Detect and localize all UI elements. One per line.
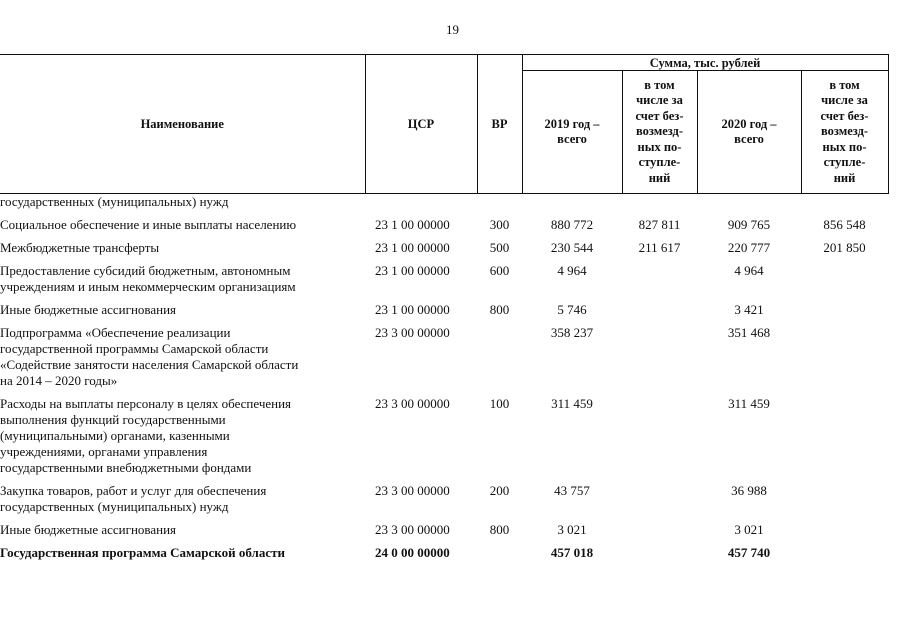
row-2020-free — [801, 480, 888, 519]
row-2019-total: 43 757 — [554, 483, 590, 498]
table-row — [0, 260, 888, 299]
row-2020-total: 311 459 — [728, 396, 770, 411]
row-2019-free — [622, 393, 697, 480]
row-2020-total: 3 421 — [734, 302, 764, 317]
row-csr — [365, 194, 477, 215]
row-2019-total: 358 237 — [550, 325, 594, 340]
row-name: Социальное обеспечение и иные выплаты населению — [0, 217, 297, 232]
row-2019-total — [522, 194, 622, 215]
row-2020-free — [801, 322, 888, 393]
row-2020-total: 909 765 — [727, 217, 771, 232]
row-2020-free — [801, 542, 888, 565]
table-header — [0, 55, 888, 194]
row-name: Расходы на выплаты персоналу в целях обеспечения выполнения функций государственными (муниципальными) органами, казенными учреждениями, органами управления государственными внебюджетными фондами — [0, 396, 292, 475]
row-vr: 100 — [489, 396, 510, 411]
row-2020-free — [801, 299, 888, 322]
row-vr — [477, 194, 522, 215]
row-2020-total: 457 740 — [727, 545, 771, 560]
row-2019-total: 5 746 — [557, 302, 587, 317]
row-2020-total: 4 964 — [734, 263, 764, 278]
row-csr: 23 3 00 00000 — [375, 522, 450, 537]
row-vr — [477, 542, 522, 565]
row-csr: 23 3 00 00000 — [375, 396, 450, 411]
table-row — [0, 542, 888, 565]
row-csr: 23 1 00 00000 — [375, 263, 450, 278]
row-2020-total: 3 021 — [734, 522, 764, 537]
table-row — [0, 519, 888, 542]
table-body — [0, 194, 888, 566]
row-name: государственных (муниципальных) нужд — [0, 194, 229, 209]
header-2020-total: 2020 год – всего — [697, 71, 801, 194]
page-number: 19 — [446, 22, 459, 37]
row-2020-free — [801, 519, 888, 542]
row-name: Государственная программа Самарской области — [0, 545, 285, 560]
row-2020-total: 220 777 — [727, 240, 771, 255]
row-2019-total: 3 021 — [557, 522, 587, 537]
row-2019-free: 211 617 — [638, 240, 681, 255]
row-name: Иные бюджетные ассигнования — [0, 302, 177, 317]
header-name: Наименование — [0, 55, 365, 194]
row-vr: 800 — [489, 302, 510, 317]
table-row — [0, 194, 888, 215]
table-row — [0, 322, 888, 393]
row-2019-free — [622, 299, 697, 322]
table-row — [0, 393, 888, 480]
row-name: Предоставление субсидий бюджетным, автономным учреждениям и иным некоммерческим организациям — [0, 263, 296, 294]
row-2020-free — [801, 260, 888, 299]
row-name: Иные бюджетные ассигнования — [0, 522, 177, 537]
budget-table — [0, 54, 889, 565]
row-name: Закупка товаров, работ и услуг для обеспечения государственных (муниципальных) нужд — [0, 483, 267, 514]
row-csr: 23 1 00 00000 — [375, 217, 450, 232]
header-2020-free: в том числе за счет без- возмезд- ных по- ступле- ний — [801, 71, 888, 194]
row-2020-total — [697, 194, 801, 215]
row-2019-free — [622, 260, 697, 299]
row-2020-free — [801, 194, 888, 215]
row-csr: 23 3 00 00000 — [375, 325, 450, 340]
row-2019-total: 230 544 — [550, 240, 594, 255]
row-vr: 300 — [489, 217, 510, 232]
row-csr: 23 3 00 00000 — [375, 483, 450, 498]
row-vr: 200 — [489, 483, 510, 498]
row-2019-total: 457 018 — [550, 545, 594, 560]
row-csr: 23 1 00 00000 — [375, 302, 450, 317]
row-2020-total: 351 468 — [727, 325, 771, 340]
table-row — [0, 214, 888, 237]
row-2019-free: 827 811 — [638, 217, 681, 232]
row-2019-free — [622, 519, 697, 542]
row-2019-free — [622, 542, 697, 565]
row-2019-free — [622, 194, 697, 215]
table-row — [0, 237, 888, 260]
row-name: Подпрограмма «Обеспечение реализации государственной программы Самарской области «Содействие занятости населения Самарской области на 2014 – 2020 годы» — [0, 325, 299, 388]
row-vr — [477, 322, 522, 393]
row-vr: 600 — [489, 263, 510, 278]
header-vr: ВР — [477, 55, 522, 194]
row-2019-free — [622, 480, 697, 519]
table-row — [0, 299, 888, 322]
row-vr: 800 — [489, 522, 510, 537]
row-2020-free: 856 548 — [823, 217, 866, 232]
header-2019-free: в том числе за счет без- возмезд- ных по- ступле- ний — [622, 71, 697, 194]
header-2019-total: 2019 год – всего — [522, 71, 622, 194]
row-2020-total: 36 988 — [731, 483, 767, 498]
header-csr: ЦСР — [365, 55, 477, 194]
row-2020-free — [801, 393, 888, 480]
row-csr: 24 0 00 00000 — [375, 545, 450, 560]
row-2019-total: 311 459 — [551, 396, 593, 411]
row-vr: 500 — [489, 240, 510, 255]
row-name: Межбюджетные трансферты — [0, 240, 160, 255]
row-2019-free — [622, 322, 697, 393]
header-sum-group: Сумма, тыс. рублей — [522, 55, 888, 71]
table-row — [0, 480, 888, 519]
row-2020-free: 201 850 — [823, 240, 866, 255]
row-2019-total: 880 772 — [550, 217, 594, 232]
row-csr: 23 1 00 00000 — [375, 240, 450, 255]
row-2019-total: 4 964 — [557, 263, 587, 278]
